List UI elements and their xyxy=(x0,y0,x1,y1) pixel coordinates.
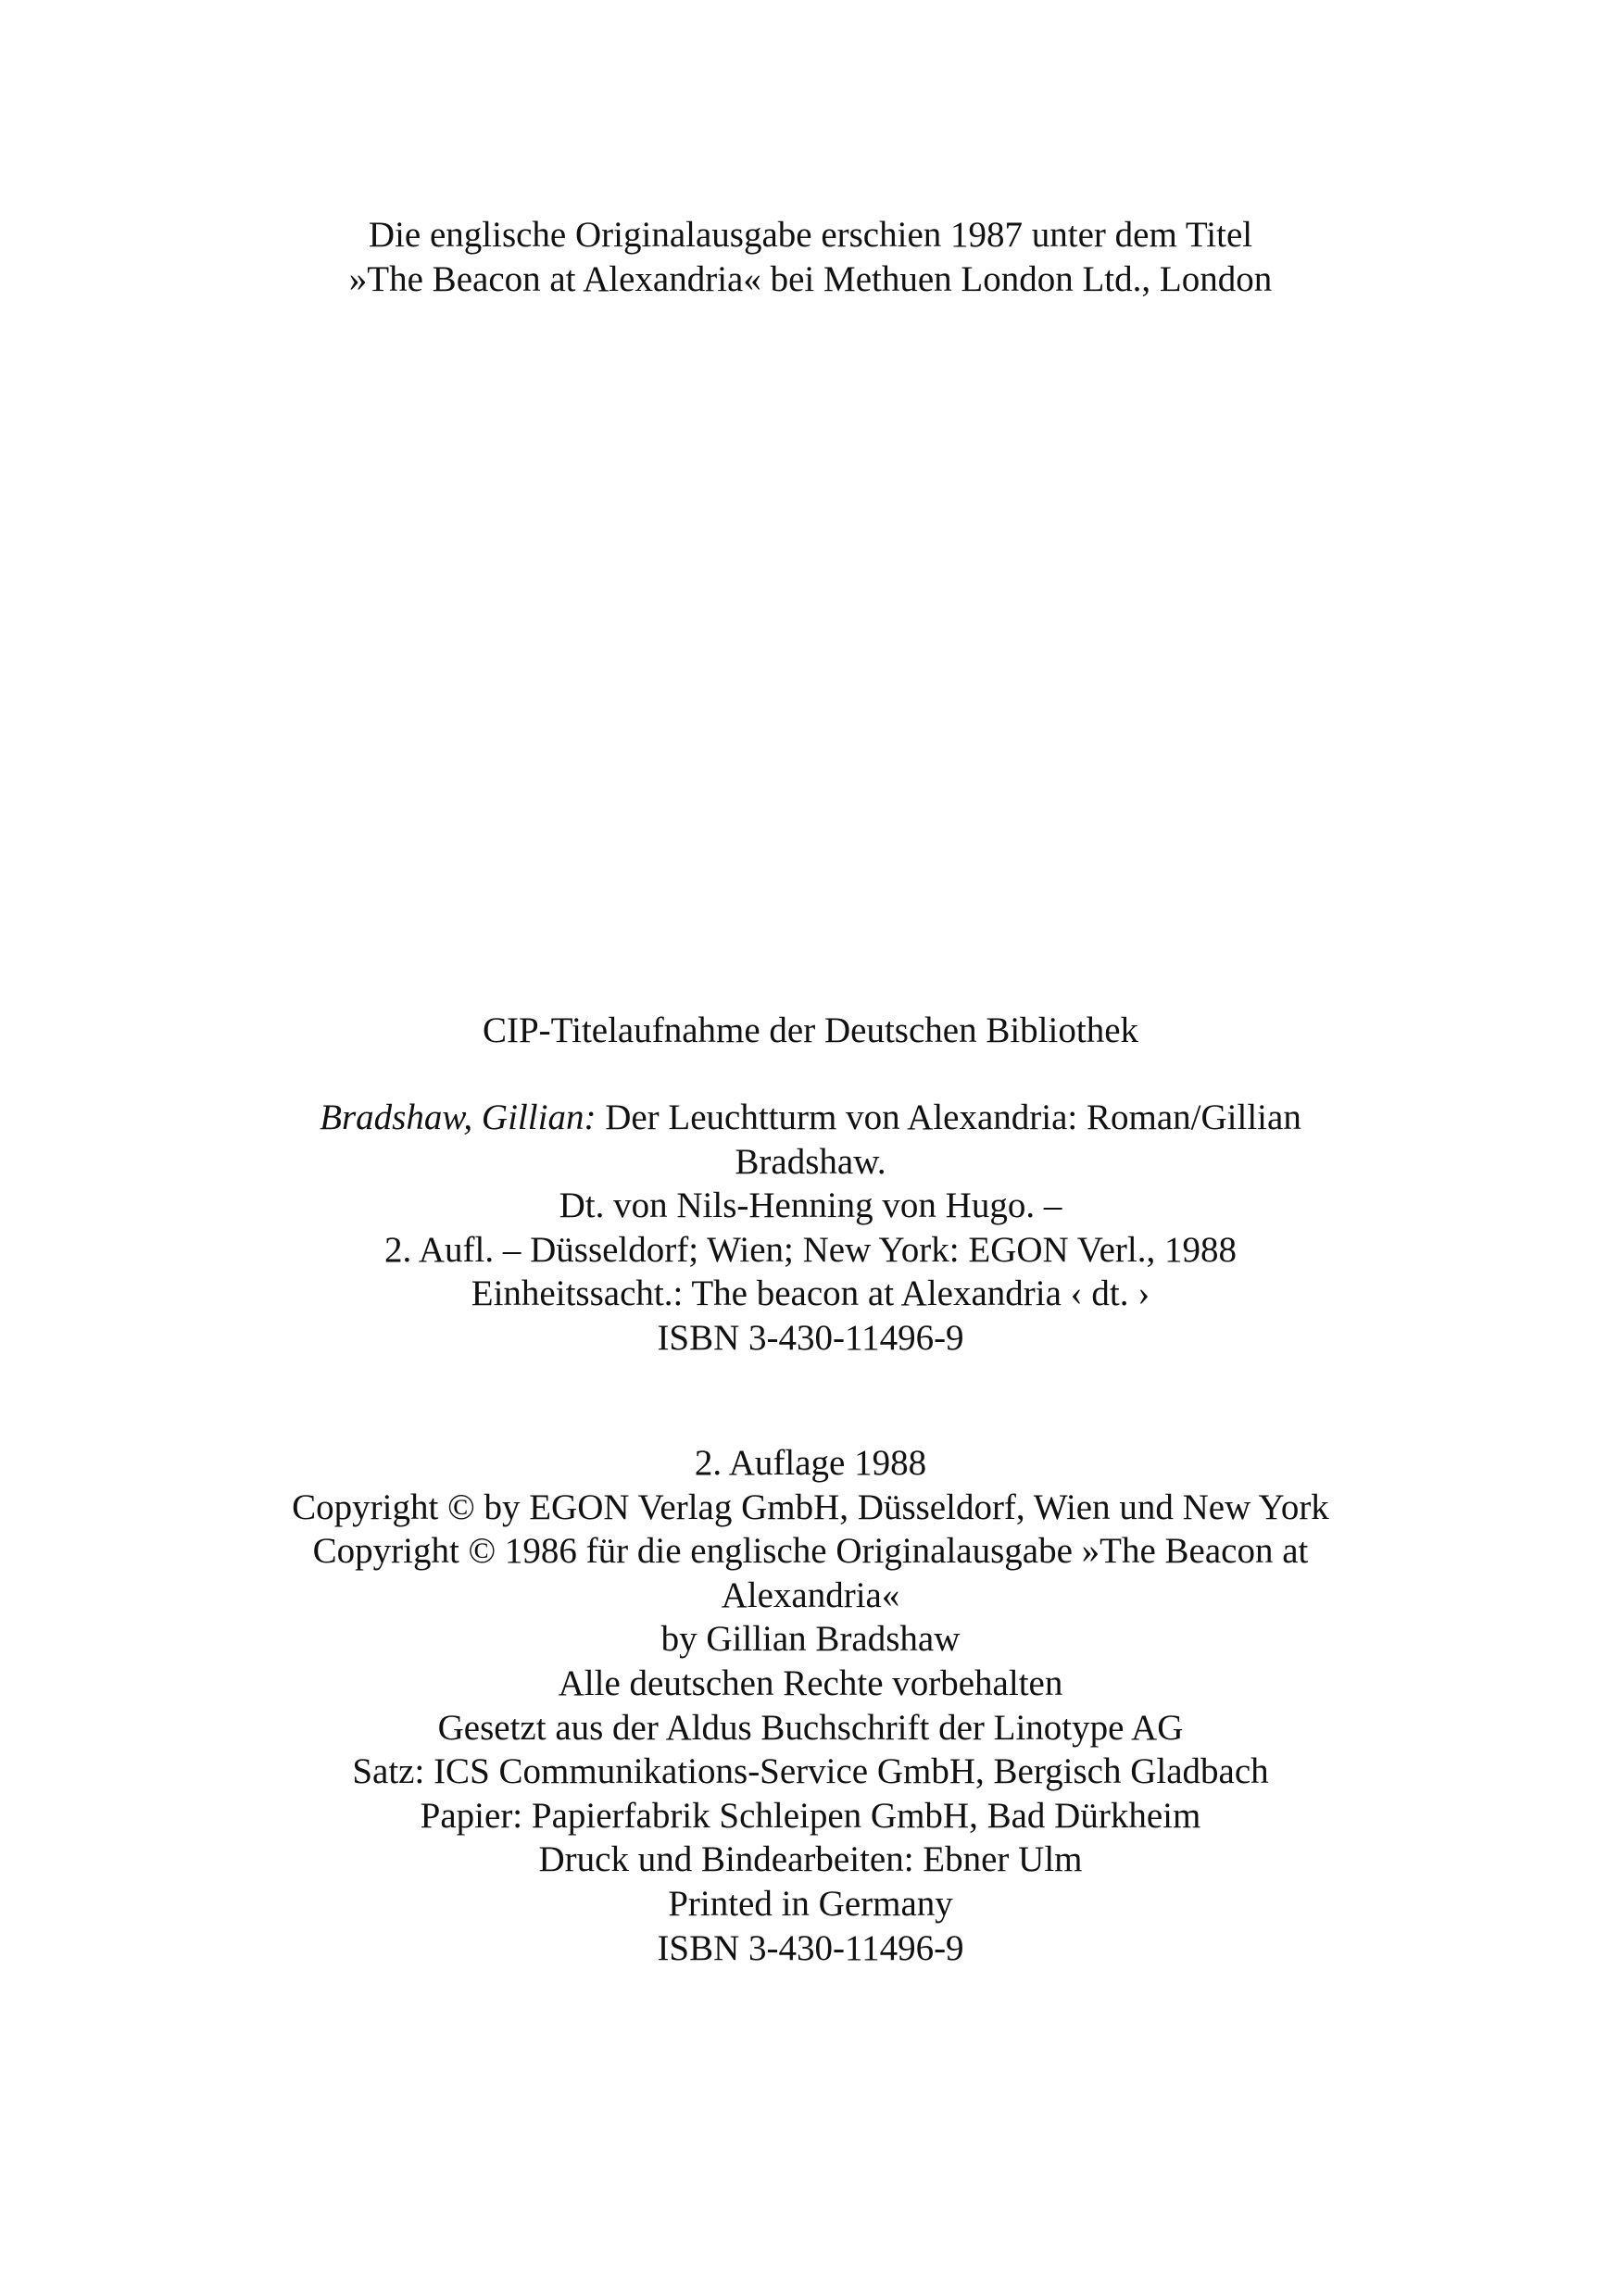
original-edition-line: Die englische Originalausgabe erschien 1987 unter dem Titel xyxy=(368,215,1253,255)
imprint-line: Printed in Germany xyxy=(668,1883,953,1924)
imprint-line: 2. Auflage 1988 xyxy=(694,1443,927,1483)
imprint-line: Alexandria« xyxy=(721,1575,900,1615)
cip-line: Einheitssacht.: The beacon at Alexandria ‹ dt. › xyxy=(471,1273,1150,1314)
cip-line: 2. Aufl. – Düsseldorf; Wien; New York: EGON Verl., 1988 xyxy=(384,1229,1237,1270)
cip-entry xyxy=(0,1096,1621,1361)
imprint-isbn: ISBN 3-430-11496-9 xyxy=(657,1927,964,1968)
imprint-line: Alle deutschen Rechte vorbehalten xyxy=(558,1662,1063,1703)
original-edition-line: »The Beacon at Alexandria« bei Methuen London Ltd., London xyxy=(348,258,1273,299)
cip-author: Bradshaw, Gillian: xyxy=(320,1098,597,1137)
cip-line: Dt. von Nils-Henning von Hugo. – xyxy=(559,1186,1062,1226)
cip-isbn: ISBN 3-430-11496-9 xyxy=(657,1317,964,1358)
imprint-line: Satz: ICS Communikations-Service GmbH, Bergisch Gladbach xyxy=(352,1751,1269,1792)
cip-title: Der Leuchtturm von Alexandria: Roman/Gillian xyxy=(605,1098,1301,1137)
cip-heading-text: CIP-Titelaufnahme der Deutschen Bibliothek xyxy=(482,1010,1139,1050)
cip-author-title-line xyxy=(0,1096,1621,1140)
imprint-line: by Gillian Bradshaw xyxy=(660,1619,961,1660)
imprint-line: Gesetzt aus der Aldus Buchschrift der Linotype AG xyxy=(437,1707,1184,1748)
imprint xyxy=(0,1441,1621,1970)
imprint-line: Copyright © by EGON Verlag GmbH, Düsseldorf, Wien und New York xyxy=(292,1487,1329,1527)
imprint-line: Papier: Papierfabrik Schleipen GmbH, Bad Dürkheim xyxy=(420,1795,1201,1836)
cip-heading xyxy=(0,1009,1621,1053)
cip-line: Bradshaw. xyxy=(735,1141,886,1182)
imprint-line: Druck und Bindearbeiten: Ebner Ulm xyxy=(538,1839,1083,1880)
imprint-line: Copyright © 1986 für die englische Originalausgabe »The Beacon at xyxy=(312,1531,1309,1572)
original-edition-note xyxy=(0,213,1621,301)
